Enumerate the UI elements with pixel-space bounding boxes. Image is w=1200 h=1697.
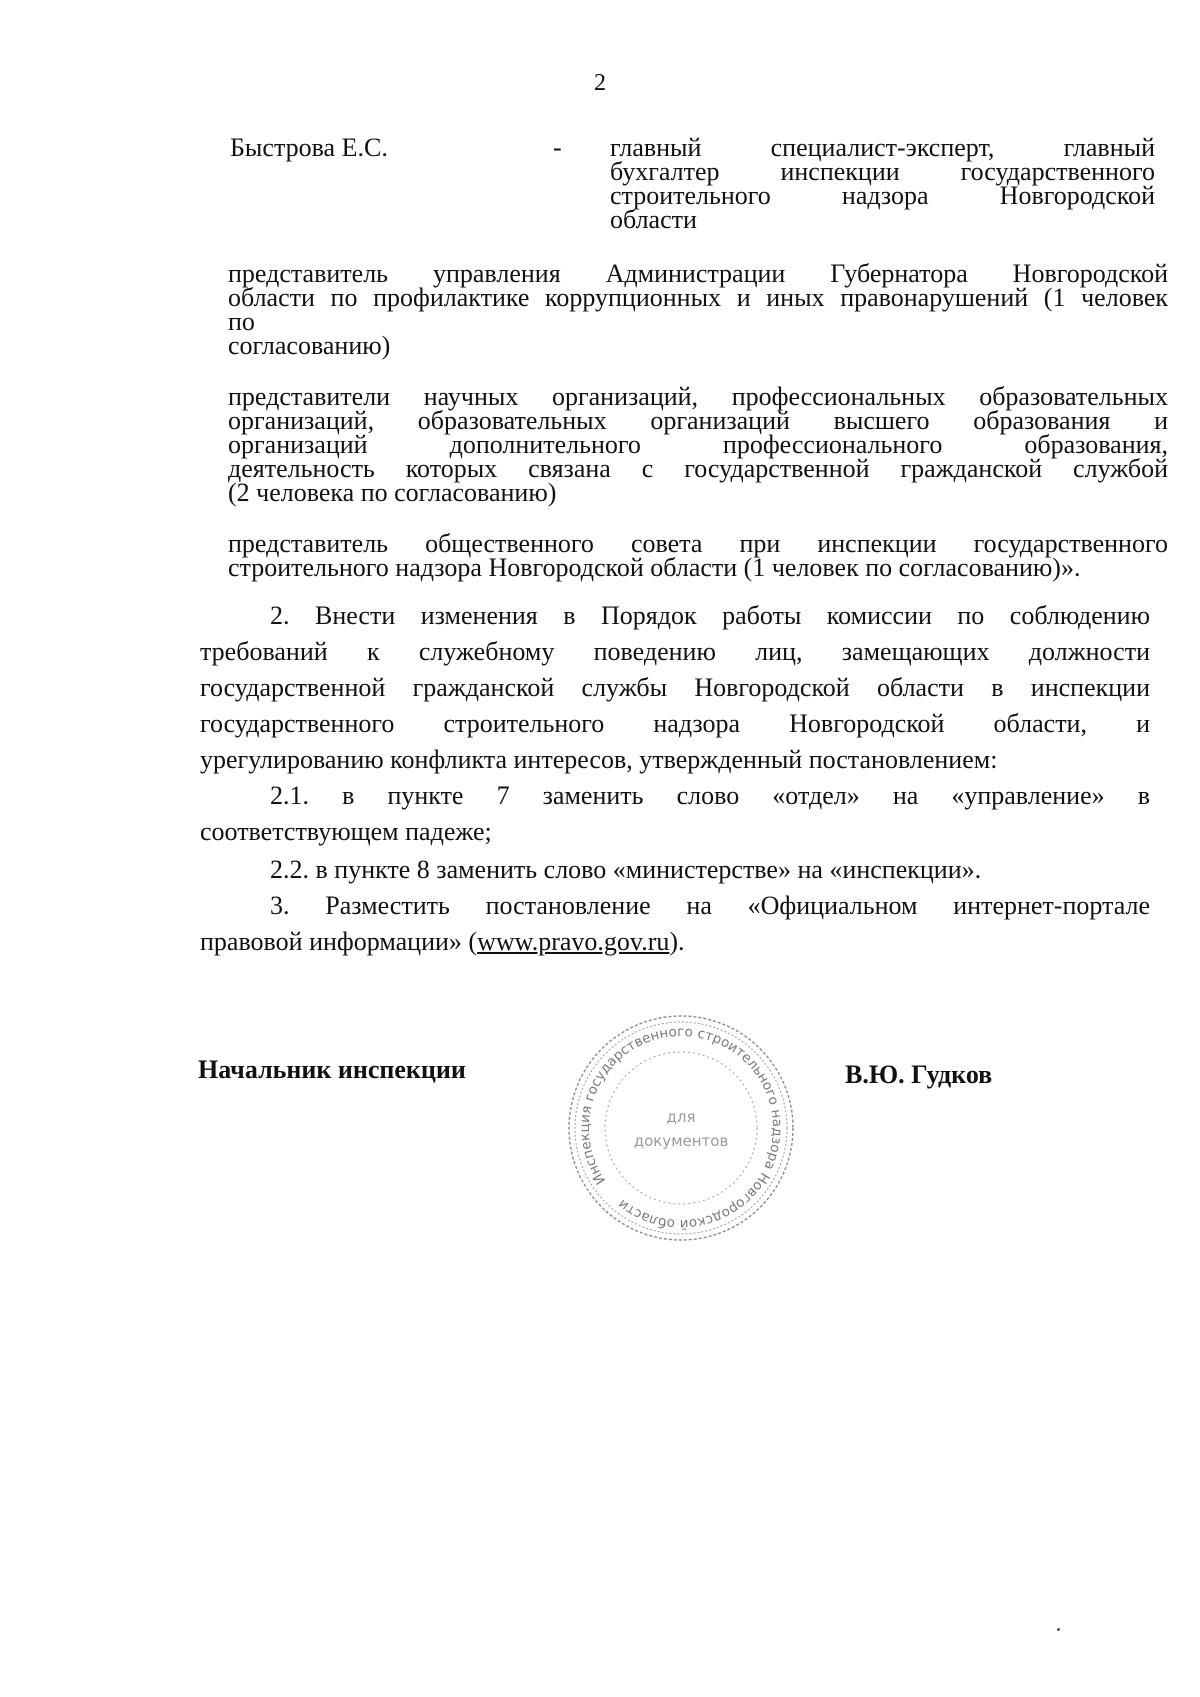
scan-speck xyxy=(1057,1628,1060,1631)
member-name: Быстрова Е.С. xyxy=(230,133,388,162)
text-line: организаций, образовательных организаций высшего образования и xyxy=(228,406,1168,435)
stamp-center-text: документов xyxy=(633,1132,729,1150)
text-line: области по профилактике коррупционных и иных правонарушений (1 человек xyxy=(228,283,1168,312)
member-description-line: области xyxy=(610,205,697,234)
member-dash: - xyxy=(553,133,562,162)
svg-text:Инспекция государственного стр xyxy=(563,1010,799,1246)
stamp-center-text: для xyxy=(666,1108,696,1126)
text-line: по xyxy=(228,307,255,336)
text-line: 3. Разместить постановление на «Официальном интернет-портале xyxy=(270,891,1150,920)
text-line: организаций дополнительного профессионального образования, xyxy=(228,430,1168,459)
member-description-line: главный специалист-эксперт, главный xyxy=(610,133,1155,162)
official-stamp xyxy=(563,1010,799,1246)
portal-link[interactable]: www.pravo.gov.ru xyxy=(477,927,670,956)
member-description xyxy=(610,133,1155,234)
representative-paragraph xyxy=(228,259,1168,360)
text-line: государственного строительного надзора Новгородской области, и xyxy=(200,709,1150,738)
representative-paragraph xyxy=(228,529,1168,582)
text-line: согласованию) xyxy=(228,331,391,360)
text-fragment: ). xyxy=(669,927,685,956)
text-line: деятельность которых связана с государственной гражданской службой xyxy=(228,454,1168,483)
member-description-line: бухгалтер инспекции государственного xyxy=(610,157,1155,186)
item-2-1-paragraph xyxy=(200,778,1150,850)
text-line: представитель общественного совета при инспекции государственного xyxy=(228,529,1168,558)
text-line: государственной гражданской службы Новгородской области в инспекции xyxy=(200,673,1150,702)
text-line: 2.2. в пункте 8 заменить слово «министерстве» на «инспекции». xyxy=(270,855,982,884)
item-2-2-paragraph xyxy=(200,852,1150,888)
page-number: 2 xyxy=(594,70,606,96)
text-line: представители научных организаций, профессиональных образовательных xyxy=(228,382,1168,411)
representative-paragraph xyxy=(228,382,1168,507)
text-line: представитель управления Администрации Губернатора Новгородской xyxy=(228,259,1168,288)
text-line xyxy=(200,924,1150,960)
item-2-paragraph xyxy=(200,598,1150,778)
member-description-line: строительного надзора Новгородской xyxy=(610,181,1155,210)
text-line: (2 человека по согласованию) xyxy=(228,478,557,507)
item-3-paragraph xyxy=(200,888,1150,960)
signature-name: В.Ю. Гудков xyxy=(845,1060,993,1089)
text-line: 2. Внести изменения в Порядок работы комиссии по соблюдению xyxy=(270,601,1150,630)
text-fragment: правовой информации» ( xyxy=(200,927,478,956)
text-line: соответствующем падеже; xyxy=(200,817,492,846)
text-line: строительного надзора Новгородской области (1 человек по согласованию)». xyxy=(228,553,1081,582)
signature-title: Начальник инспекции xyxy=(198,1055,466,1084)
stamp-ring-text: Инспекция государственного строительного надзора Новгородской области xyxy=(576,1023,786,1233)
text-line: урегулированию конфликта интересов, утвержденный постановлением: xyxy=(200,745,998,774)
member-row xyxy=(230,133,1160,246)
text-line: требований к служебному поведению лиц, замещающих должности xyxy=(200,637,1150,666)
text-line: 2.1. в пункте 7 заменить слово «отдел» на «управление» в xyxy=(270,781,1150,810)
